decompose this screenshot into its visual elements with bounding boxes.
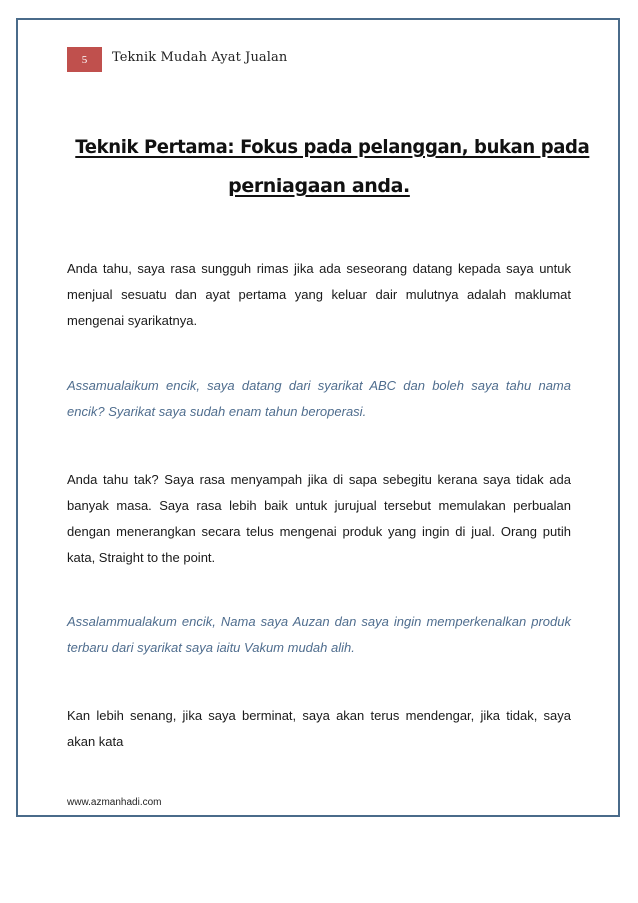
body-paragraph-opinion: Anda tahu tak? Saya rasa menyampah jika di sapa sebegitu kerana saya tidak ada banyak masa. Saya rasa lebih baik untuk jurujual tersebut memulakan perbualan dengan menerangkan secara telus mengenai produk yang ingin di jual. Orang putih kata, Straight to the point. [67,472,571,565]
body-paragraph-closing: Kan lebih senang, jika saya berminat, saya akan terus mendengar, jika tidak, saya akan kata [67,708,571,749]
header-title: Teknik Mudah Ayat Jualan [112,50,288,65]
section-heading-line-2: perniagaan anda. [228,175,410,197]
page-number-badge: 5 [67,47,102,72]
example-quote-2: Assalammualakum encik, Nama saya Auzan dan saya ingin memperkenalkan produk terbaru dari syarikat saya iaitu Vakum mudah alih. [67,614,571,655]
example-quote-1: Assamualaikum encik, saya datang dari syarikat ABC dan boleh saya tahu nama encik? Syarikat saya sudah enam tahun beroperasi. [67,378,571,419]
footer-url: www.azmanhadi.com [67,797,162,808]
body-paragraph-intro: Anda tahu, saya rasa sungguh rimas jika ada seseorang datang kepada saya untuk menjual sesuatu dan ayat pertama yang keluar dair mulutnya adalah maklumat mengenai syarikatnya. [67,261,571,328]
section-heading-line-1: Teknik Pertama: Fokus pada pelanggan, bukan pada [75,136,590,158]
